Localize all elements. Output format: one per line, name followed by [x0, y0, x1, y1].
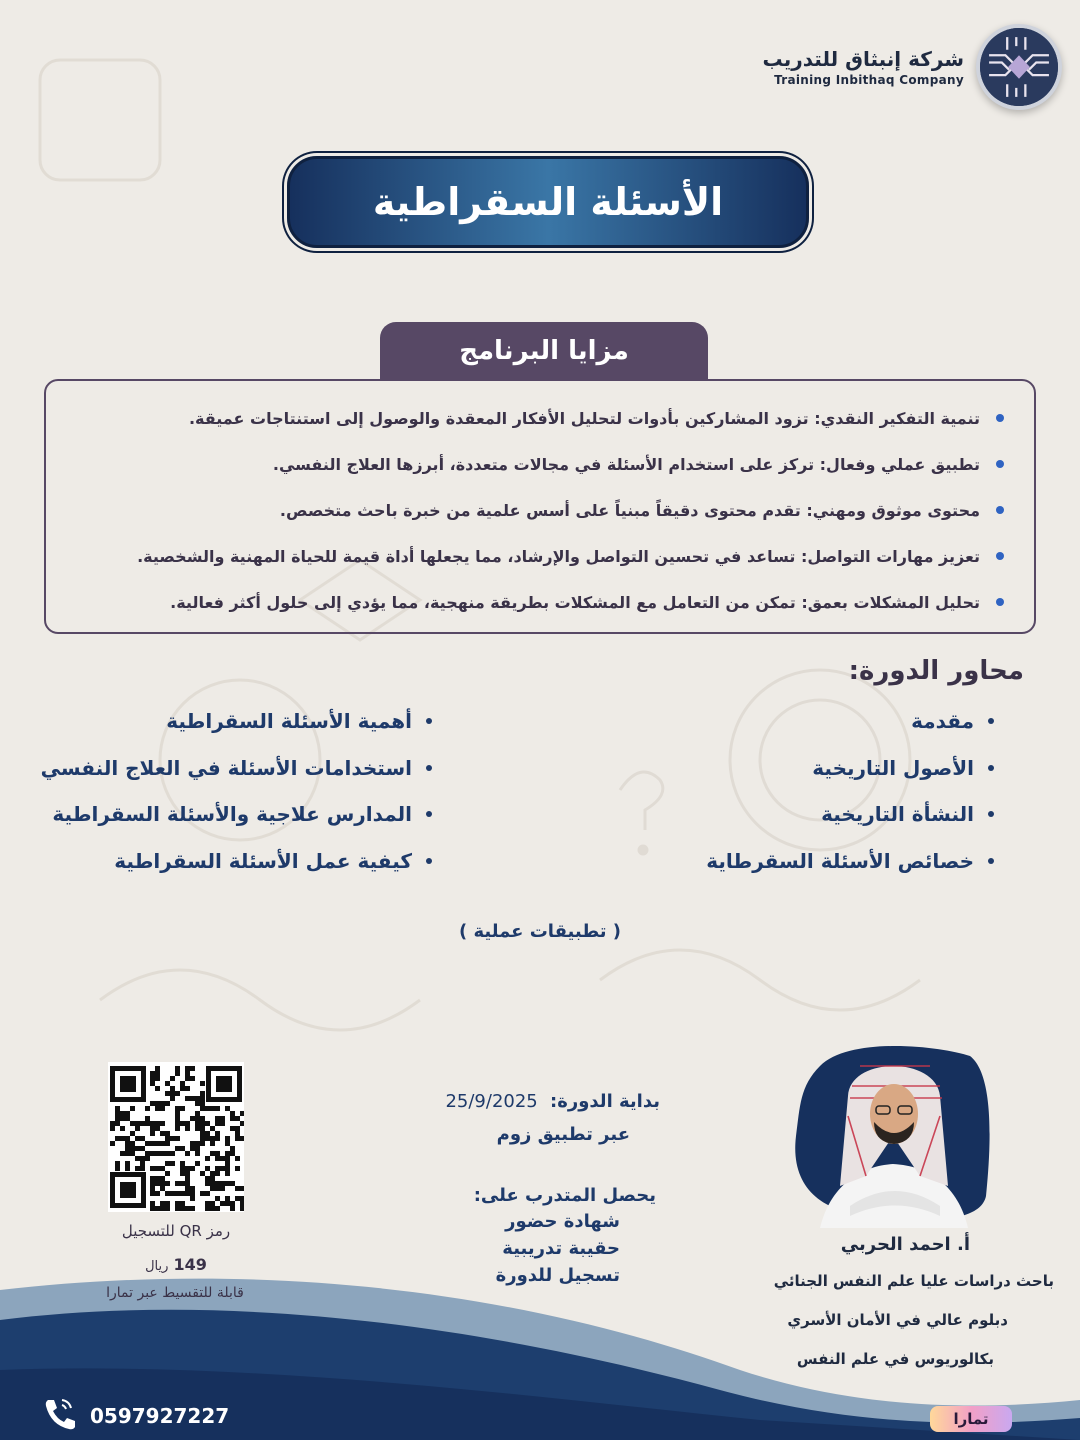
bullet-icon [996, 460, 1004, 468]
start-date: 25/9/2025 [445, 1091, 538, 1112]
axis-item: خصائص الأسئلة السقرطاية [706, 838, 994, 885]
axis-item: النشأة التاريخية [706, 791, 994, 838]
bullet-icon [426, 718, 432, 724]
feature-item: تحليل المشكلات بعمق: تمكن من التعامل مع المشكلات بطريقة منهجية، مما يؤدي إلى حلول أكثر فعالية. [66, 579, 1004, 625]
instructor-credential: بكالوريوس في علم النفس [796, 1350, 994, 1368]
axes-right-column [706, 698, 994, 884]
installment-note: قابلة للتقسيط عبر تمارا [106, 1285, 244, 1301]
bullet-icon [426, 811, 432, 817]
bullet-icon [996, 552, 1004, 560]
axis-item: استخدامات الأسئلة في العلاج النفسي [41, 745, 432, 792]
feature-item: تطبيق عملي وفعال: تركز على استخدام الأسئلة في مجالات متعددة، أبرزها العلاج النفسي. [66, 441, 1004, 487]
bullet-icon [988, 718, 994, 724]
trainee-gets-list [496, 1208, 620, 1289]
feature-item: محتوى موثوق ومهني: تقدم محتوى دقيقاً مبنياً على أسس علمية من خبرة باحث متخصص. [66, 487, 1004, 533]
bullet-icon [996, 598, 1004, 606]
axis-item: الأصول التاريخية [706, 745, 994, 792]
phone-icon [40, 1396, 76, 1435]
feature-item: تنمية التفكير النقدي: تزود المشاركين بأدوات لتحليل الأفكار المعقدة والوصول إلى استنتاجات عميقة. [66, 395, 1004, 441]
features-heading: مزايا البرنامج [459, 336, 629, 366]
bullet-icon [426, 765, 432, 771]
trainee-gets-label: يحصل المتدرب على: [473, 1185, 656, 1206]
features-heading-tab [380, 322, 708, 380]
course-platform: عبر تطبيق زوم [496, 1124, 630, 1145]
axis-item: المدارس علاجية والأسئلة السقراطية [41, 791, 432, 838]
axis-item: كيفية عمل الأسئلة السقراطية [41, 838, 432, 885]
price-value: 149 [173, 1255, 207, 1274]
bullet-icon [426, 858, 432, 864]
bullet-icon [988, 765, 994, 771]
list-item: شهادة حضور [505, 1211, 620, 1232]
bullet-icon [996, 506, 1004, 514]
instructor-name: أ. احمد الحربي [840, 1234, 970, 1255]
company-header [763, 24, 1062, 110]
axes-heading: محاور الدورة: [848, 656, 1024, 686]
list-item: تسجيل للدورة [495, 1265, 620, 1286]
axis-item: مقدمة [706, 698, 994, 745]
logo-emblem-icon [976, 24, 1062, 110]
list-item: حقيبة تدريبية [502, 1238, 620, 1259]
features-box [44, 379, 1036, 634]
axes-left-column [41, 698, 432, 884]
price [96, 1255, 256, 1274]
feature-item: تعزيز مهارات التواصل: تساعد في تحسين التواصل والإرشاد، مما يجعلها أداة قيمة للحياة المهنية والشخصية. [66, 533, 1004, 579]
axis-item: أهمية الأسئلة السقراطية [41, 698, 432, 745]
course-start [445, 1091, 660, 1112]
phone-contact[interactable] [40, 1396, 229, 1435]
course-title: الأسئلة السقراطية [372, 180, 724, 224]
phone-number[interactable]: 0597927227 [90, 1403, 230, 1428]
practical-note: ( تطبيقات عملية ) [458, 921, 622, 942]
bullet-icon [988, 811, 994, 817]
bullet-icon [996, 414, 1004, 422]
company-name-ar: شركة إنبثاق للتدريب [762, 47, 964, 71]
start-label: بداية الدورة: [550, 1091, 660, 1112]
price-currency: ريال [145, 1259, 169, 1274]
tamara-badge: تمارا [930, 1406, 1012, 1432]
instructor-credential: دبلوم عالي في الأمان الأسري [787, 1311, 1008, 1329]
qr-caption: رمز QR للتسجيل [121, 1222, 231, 1240]
instructor-credential: باحث دراسات عليا علم النفس الجنائي [773, 1272, 1054, 1290]
company-name-en: Training Inbithaq Company [774, 73, 964, 87]
bullet-icon [988, 858, 994, 864]
course-title-box [287, 156, 809, 248]
instructor-photo-icon [790, 1036, 996, 1228]
qr-code-icon[interactable] [108, 1062, 244, 1212]
